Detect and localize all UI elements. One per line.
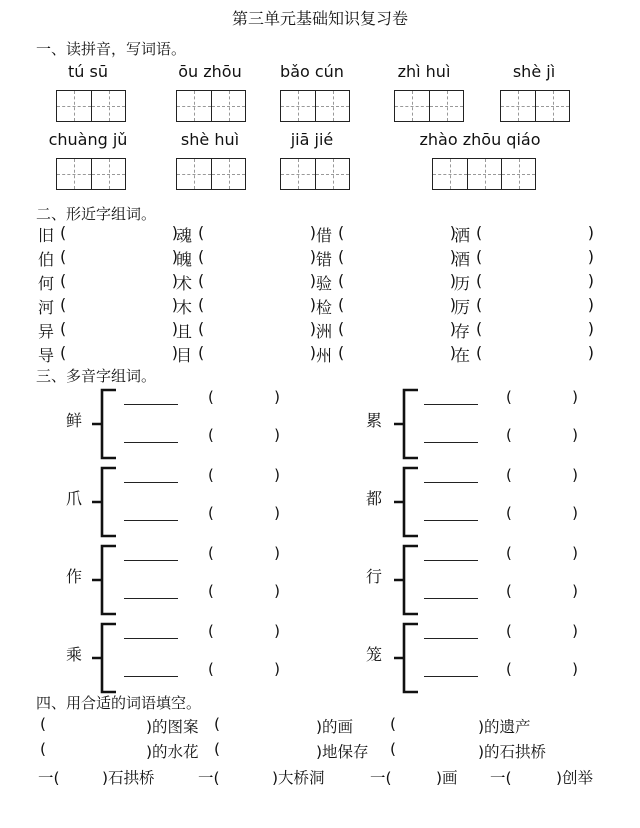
grid-cell[interactable] xyxy=(315,159,349,189)
pinyin-label: tú sū xyxy=(68,62,108,81)
paren-open: ( xyxy=(338,223,345,242)
grid-cell[interactable] xyxy=(501,91,535,121)
similar-char-item xyxy=(316,271,456,294)
answer-line[interactable] xyxy=(424,676,478,677)
similar-char-item xyxy=(316,343,456,366)
char: 导 xyxy=(38,346,55,365)
answer-blank[interactable] xyxy=(358,247,450,270)
char: 州 xyxy=(316,346,333,365)
answer-line[interactable] xyxy=(124,442,178,443)
answer-blank[interactable] xyxy=(496,247,588,270)
pinyin-paren[interactable] xyxy=(208,544,280,562)
answer-blank[interactable] xyxy=(80,319,172,342)
writing-grid[interactable] xyxy=(280,158,350,190)
answer-blank[interactable] xyxy=(218,271,310,294)
paren-open: ( xyxy=(476,247,483,266)
paren-close: ) xyxy=(449,295,456,314)
paren-close: ) xyxy=(587,319,594,338)
char: 异 xyxy=(38,322,55,341)
char: 何 xyxy=(38,274,55,293)
brace-icon xyxy=(90,462,120,542)
brace-icon xyxy=(392,540,422,620)
pinyin-label: jiā jié xyxy=(290,130,334,149)
paren-close: ) xyxy=(171,223,178,242)
grid-cell[interactable] xyxy=(177,91,211,121)
fill-text: )的图案 xyxy=(146,718,199,736)
paren-open: ( xyxy=(198,319,205,338)
pinyin-paren[interactable] xyxy=(506,466,578,484)
paren-close: ) xyxy=(449,247,456,266)
writing-grid[interactable] xyxy=(56,158,126,190)
paren-close: ) xyxy=(274,466,280,484)
pinyin-paren[interactable] xyxy=(208,582,280,600)
paren-open: ( xyxy=(198,223,205,242)
paren-close: ) xyxy=(274,622,280,640)
fill-text: ( xyxy=(214,740,221,758)
answer-line[interactable] xyxy=(424,598,478,599)
fill-text: ( xyxy=(40,715,47,733)
section-4-heading: 四、用合适的词语填空。 xyxy=(36,694,202,712)
paren-open: ( xyxy=(208,426,214,444)
char: 验 xyxy=(316,274,333,293)
grid-cell[interactable] xyxy=(91,91,125,121)
similar-char-item xyxy=(316,295,456,318)
similar-char-item xyxy=(316,223,456,246)
paren-open: ( xyxy=(60,271,67,290)
fill-text: 一( xyxy=(198,769,220,787)
pinyin-label: zhào zhōu qiáo xyxy=(419,130,541,149)
answer-blank[interactable] xyxy=(80,271,172,294)
answer-blank[interactable] xyxy=(218,247,310,270)
similar-char-item xyxy=(38,295,178,318)
pinyin-label: shè jì xyxy=(512,62,556,81)
paren-open: ( xyxy=(506,622,512,640)
answer-blank[interactable] xyxy=(358,295,450,318)
char: 酒 xyxy=(454,250,471,269)
brace-icon xyxy=(90,540,120,620)
pinyin-label: shè huì xyxy=(180,130,240,149)
similar-char-item xyxy=(176,343,316,366)
paren-close: ) xyxy=(572,466,578,484)
answer-blank[interactable] xyxy=(358,343,450,366)
char: 存 xyxy=(454,322,471,341)
char: 在 xyxy=(454,346,471,365)
paren-close: ) xyxy=(309,223,316,242)
fill-text: )画 xyxy=(436,769,458,787)
polyphone-char: 行 xyxy=(366,567,383,586)
paren-open: ( xyxy=(476,319,483,338)
answer-line[interactable] xyxy=(424,404,478,405)
grid-cell[interactable] xyxy=(467,159,501,189)
polyphone-char: 都 xyxy=(366,489,383,508)
similar-char-item xyxy=(176,271,316,294)
paren-close: ) xyxy=(587,295,594,314)
paren-close: ) xyxy=(572,660,578,678)
char: 旧 xyxy=(38,226,55,245)
paren-open: ( xyxy=(476,223,483,242)
char: 木 xyxy=(176,298,193,317)
char: 魄 xyxy=(176,250,193,269)
answer-blank[interactable] xyxy=(218,223,310,246)
answer-blank[interactable] xyxy=(496,319,588,342)
pinyin-paren[interactable] xyxy=(208,388,280,406)
writing-grid[interactable] xyxy=(56,90,126,122)
similar-char-item xyxy=(38,271,178,294)
polyphone-char: 爪 xyxy=(66,489,83,508)
char: 目 xyxy=(176,346,193,365)
pinyin-paren[interactable] xyxy=(506,504,578,522)
fill-text: )创举 xyxy=(556,769,594,787)
writing-grid[interactable] xyxy=(176,90,246,122)
grid-cell[interactable] xyxy=(281,91,315,121)
answer-line[interactable] xyxy=(424,442,478,443)
paren-open: ( xyxy=(198,343,205,362)
paren-close: ) xyxy=(274,426,280,444)
char: 术 xyxy=(176,274,193,293)
similar-char-item xyxy=(176,223,316,246)
paren-close: ) xyxy=(587,223,594,242)
paren-close: ) xyxy=(274,582,280,600)
char: 伯 xyxy=(38,250,55,269)
paren-open: ( xyxy=(208,622,214,640)
pinyin-label: chuàng jǔ xyxy=(48,130,128,149)
fill-text: )的画 xyxy=(316,718,354,736)
writing-grid[interactable] xyxy=(280,90,350,122)
paren-close: ) xyxy=(572,544,578,562)
paren-close: ) xyxy=(587,343,594,362)
brace-icon xyxy=(392,462,422,542)
fill-text: )的水花 xyxy=(146,743,199,761)
grid-cell[interactable] xyxy=(91,159,125,189)
fill-text: ( xyxy=(214,715,221,733)
fill-text: ( xyxy=(40,740,47,758)
answer-blank[interactable] xyxy=(496,295,588,318)
answer-blank[interactable] xyxy=(80,343,172,366)
fill-text: 一( xyxy=(370,769,392,787)
answer-blank[interactable] xyxy=(80,295,172,318)
answer-line[interactable] xyxy=(124,676,178,677)
paren-open: ( xyxy=(506,544,512,562)
paren-close: ) xyxy=(274,504,280,522)
similar-char-item xyxy=(176,295,316,318)
paren-close: ) xyxy=(309,295,316,314)
fill-text: )地保存 xyxy=(316,743,369,761)
brace-icon xyxy=(392,384,422,464)
paren-close: ) xyxy=(309,319,316,338)
paren-open: ( xyxy=(60,319,67,338)
paren-close: ) xyxy=(171,319,178,338)
similar-char-item xyxy=(454,223,594,246)
paren-close: ) xyxy=(587,247,594,266)
paren-close: ) xyxy=(449,271,456,290)
brace-icon xyxy=(90,384,120,464)
paren-open: ( xyxy=(60,343,67,362)
writing-grid[interactable] xyxy=(432,158,536,190)
page-title: 第三单元基础知识复习卷 xyxy=(231,9,408,28)
paren-open: ( xyxy=(208,388,214,406)
paren-close: ) xyxy=(449,343,456,362)
paren-open: ( xyxy=(506,426,512,444)
paren-close: ) xyxy=(274,544,280,562)
grid-cell[interactable] xyxy=(501,159,535,189)
pinyin-paren[interactable] xyxy=(208,622,280,640)
section-2-heading: 二、形近字组词。 xyxy=(36,205,157,223)
paren-close: ) xyxy=(274,388,280,406)
char: 且 xyxy=(176,322,193,341)
similar-char-item xyxy=(454,319,594,342)
answer-line[interactable] xyxy=(424,520,478,521)
fill-text: ( xyxy=(390,740,397,758)
fill-text: )的石拱桥 xyxy=(478,743,547,761)
paren-close: ) xyxy=(572,426,578,444)
section-3-heading: 三、多音字组词。 xyxy=(36,367,157,385)
polyphone-char: 鲜 xyxy=(66,411,83,430)
paren-close: ) xyxy=(309,271,316,290)
answer-blank[interactable] xyxy=(218,295,310,318)
paren-open: ( xyxy=(506,466,512,484)
paren-open: ( xyxy=(338,247,345,266)
paren-close: ) xyxy=(572,582,578,600)
answer-line[interactable] xyxy=(124,482,178,483)
char: 错 xyxy=(316,250,333,269)
paren-open: ( xyxy=(60,295,67,314)
char: 河 xyxy=(38,298,55,317)
paren-close: ) xyxy=(171,247,178,266)
fill-text: )石拱桥 xyxy=(102,769,155,787)
paren-close: ) xyxy=(274,660,280,678)
brace-icon xyxy=(90,618,120,698)
grid-cell[interactable] xyxy=(57,91,91,121)
fill-text: )的遗产 xyxy=(478,718,531,736)
paren-close: ) xyxy=(449,223,456,242)
paren-close: ) xyxy=(572,388,578,406)
similar-char-item xyxy=(454,247,594,270)
similar-char-item xyxy=(176,319,316,342)
similar-char-item xyxy=(454,295,594,318)
paren-close: ) xyxy=(572,504,578,522)
paren-open: ( xyxy=(476,343,483,362)
pinyin-label: zhì huì xyxy=(397,62,451,81)
answer-line[interactable] xyxy=(124,404,178,405)
paren-close: ) xyxy=(171,295,178,314)
writing-grid[interactable] xyxy=(500,90,570,122)
answer-blank[interactable] xyxy=(358,223,450,246)
brace-icon xyxy=(392,618,422,698)
paren-open: ( xyxy=(338,319,345,338)
fill-text: ( xyxy=(390,715,397,733)
paren-close: ) xyxy=(572,622,578,640)
answer-blank[interactable] xyxy=(218,343,310,366)
paren-open: ( xyxy=(198,247,205,266)
char: 历 xyxy=(454,274,471,293)
pinyin-paren[interactable] xyxy=(506,582,578,600)
paren-open: ( xyxy=(506,388,512,406)
char: 借 xyxy=(316,226,333,245)
grid-cell[interactable] xyxy=(211,159,245,189)
polyphone-char: 乘 xyxy=(66,645,83,664)
answer-blank[interactable] xyxy=(496,223,588,246)
answer-blank[interactable] xyxy=(496,343,588,366)
char: 洒 xyxy=(454,226,471,245)
pinyin-paren[interactable] xyxy=(208,426,280,444)
pinyin-label: ōu zhōu xyxy=(178,62,242,81)
similar-char-item xyxy=(316,319,456,342)
polyphone-char: 作 xyxy=(66,567,83,586)
answer-line[interactable] xyxy=(124,638,178,639)
char: 洲 xyxy=(316,322,333,341)
answer-line[interactable] xyxy=(124,598,178,599)
pinyin-paren[interactable] xyxy=(208,466,280,484)
similar-char-item xyxy=(176,247,316,270)
grid-cell[interactable] xyxy=(177,159,211,189)
paren-open: ( xyxy=(198,295,205,314)
similar-char-item xyxy=(454,271,594,294)
answer-line[interactable] xyxy=(424,482,478,483)
pinyin-paren[interactable] xyxy=(208,660,280,678)
pinyin-label: bǎo cún xyxy=(280,62,344,81)
pinyin-paren[interactable] xyxy=(208,504,280,522)
paren-close: ) xyxy=(587,271,594,290)
grid-cell[interactable] xyxy=(433,159,467,189)
paren-open: ( xyxy=(506,582,512,600)
paren-close: ) xyxy=(171,343,178,362)
char: 魂 xyxy=(176,226,193,245)
paren-open: ( xyxy=(506,660,512,678)
grid-cell[interactable] xyxy=(429,91,463,121)
paren-close: ) xyxy=(309,247,316,266)
pinyin-paren[interactable] xyxy=(506,388,578,406)
pinyin-paren[interactable] xyxy=(506,660,578,678)
writing-grid[interactable] xyxy=(176,158,246,190)
pinyin-paren[interactable] xyxy=(506,426,578,444)
answer-blank[interactable] xyxy=(358,319,450,342)
fill-text: 一( xyxy=(38,769,60,787)
answer-line[interactable] xyxy=(124,520,178,521)
fill-text: )大桥洞 xyxy=(272,769,325,787)
paren-open: ( xyxy=(208,504,214,522)
paren-open: ( xyxy=(208,582,214,600)
answer-line[interactable] xyxy=(424,638,478,639)
similar-char-item xyxy=(316,247,456,270)
paren-close: ) xyxy=(449,319,456,338)
polyphone-char: 笼 xyxy=(366,645,383,664)
fill-text: 一( xyxy=(490,769,512,787)
similar-char-item xyxy=(454,343,594,366)
paren-open: ( xyxy=(60,223,67,242)
pinyin-paren[interactable] xyxy=(506,544,578,562)
paren-open: ( xyxy=(60,247,67,266)
answer-blank[interactable] xyxy=(358,271,450,294)
paren-open: ( xyxy=(208,466,214,484)
answer-blank[interactable] xyxy=(80,223,172,246)
grid-cell[interactable] xyxy=(211,91,245,121)
similar-char-item xyxy=(38,223,178,246)
grid-cell[interactable] xyxy=(57,159,91,189)
answer-blank[interactable] xyxy=(218,319,310,342)
grid-cell[interactable] xyxy=(395,91,429,121)
paren-open: ( xyxy=(476,271,483,290)
grid-cell[interactable] xyxy=(281,159,315,189)
section-1-heading: 一、读拼音，写词语。 xyxy=(36,40,187,58)
paren-open: ( xyxy=(208,660,214,678)
answer-blank[interactable] xyxy=(496,271,588,294)
grid-cell[interactable] xyxy=(315,91,349,121)
grid-cell[interactable] xyxy=(535,91,569,121)
answer-line[interactable] xyxy=(424,560,478,561)
writing-grid[interactable] xyxy=(394,90,464,122)
similar-char-item xyxy=(38,247,178,270)
paren-open: ( xyxy=(338,271,345,290)
paren-open: ( xyxy=(338,343,345,362)
paren-open: ( xyxy=(506,504,512,522)
answer-line[interactable] xyxy=(124,560,178,561)
similar-char-item xyxy=(38,319,178,342)
paren-close: ) xyxy=(309,343,316,362)
paren-close: ) xyxy=(171,271,178,290)
paren-open: ( xyxy=(198,271,205,290)
paren-open: ( xyxy=(338,295,345,314)
paren-open: ( xyxy=(476,295,483,314)
similar-char-item xyxy=(38,343,178,366)
paren-open: ( xyxy=(208,544,214,562)
char: 检 xyxy=(316,298,333,317)
pinyin-paren[interactable] xyxy=(506,622,578,640)
answer-blank[interactable] xyxy=(80,247,172,270)
polyphone-char: 累 xyxy=(366,411,383,430)
char: 厉 xyxy=(454,298,471,317)
